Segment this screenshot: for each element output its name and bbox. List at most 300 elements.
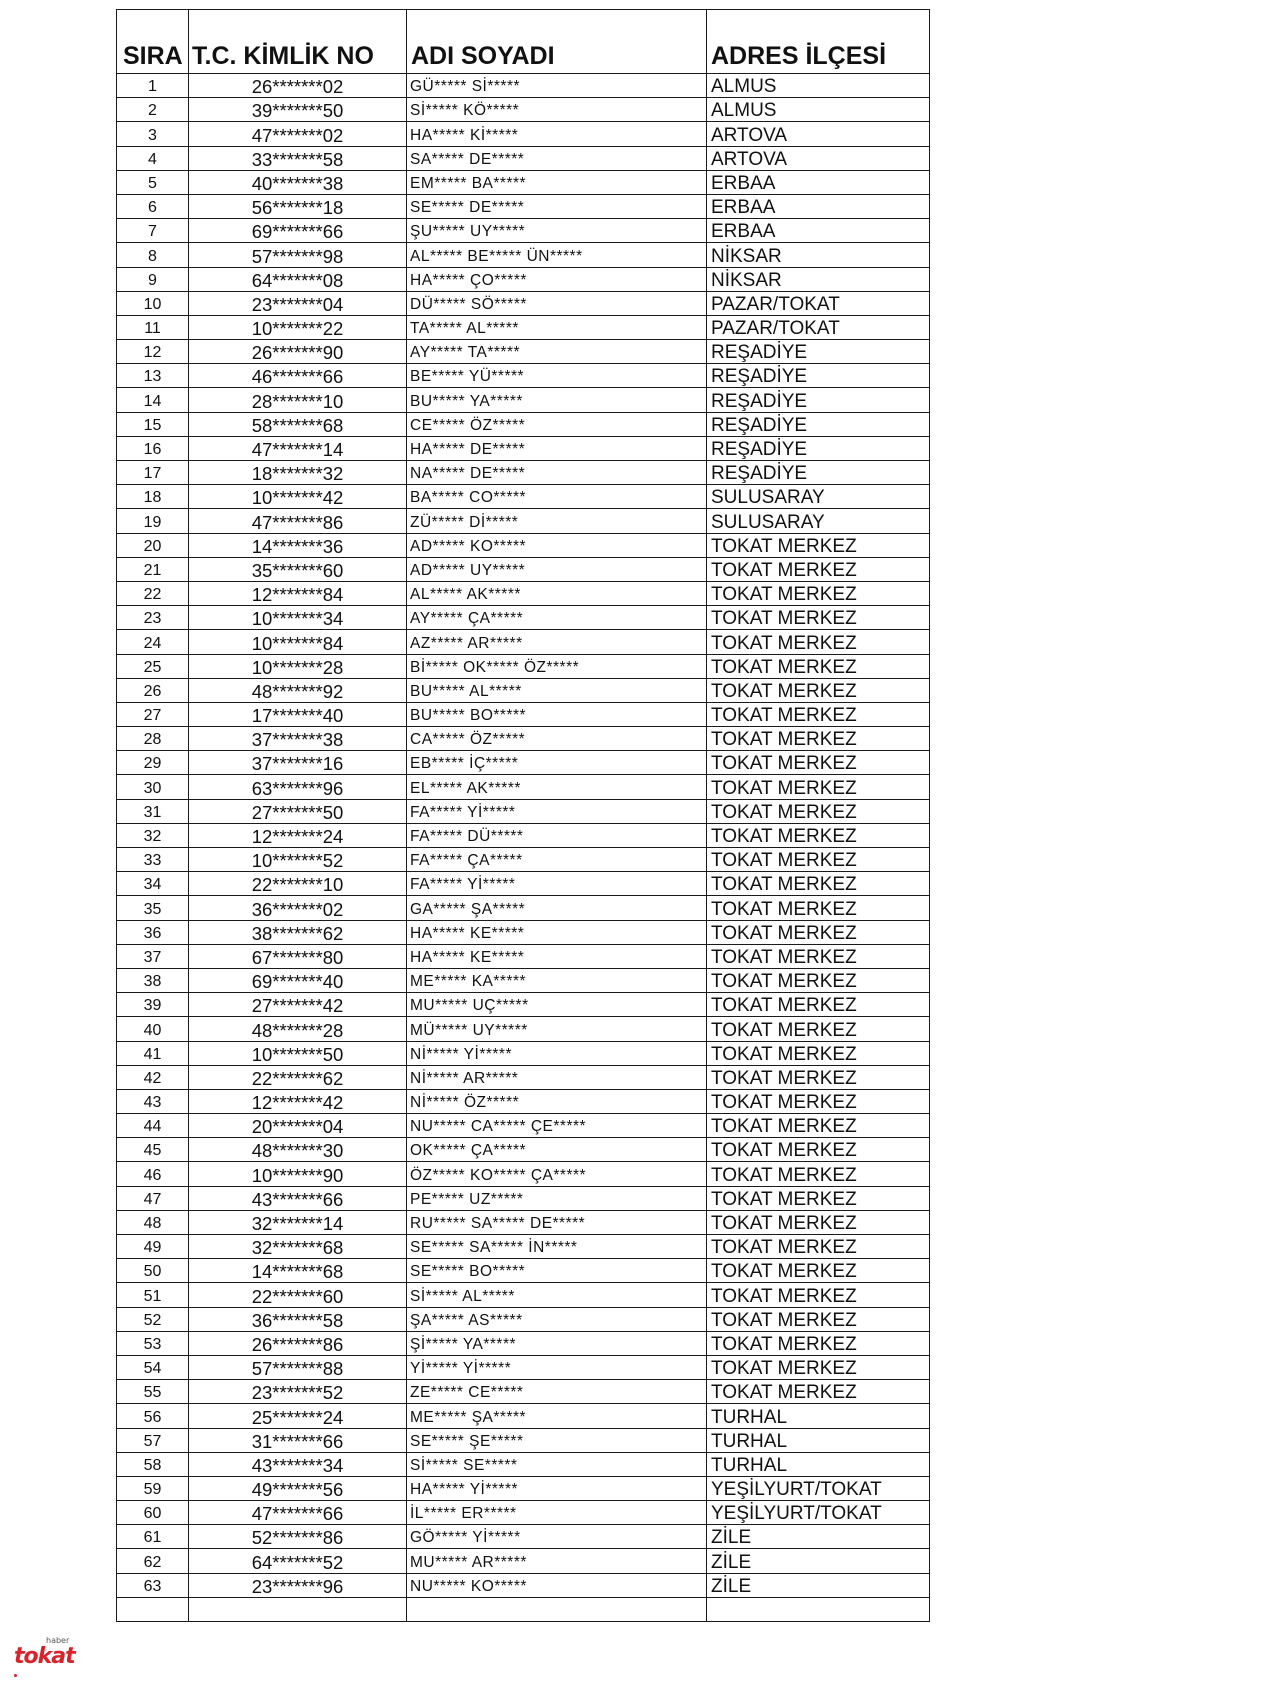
cell-tc-kimlik-no: 37*******38 — [189, 727, 407, 751]
cell-adres-ilcesi: TOKAT MERKEZ — [707, 1307, 930, 1331]
table-row — [117, 315, 930, 339]
table-row — [117, 1235, 930, 1259]
cell-adi-soyadi: HA***** KE***** — [407, 944, 707, 968]
table-row — [117, 1307, 930, 1331]
table-row — [117, 944, 930, 968]
cell-adres-ilcesi: TOKAT MERKEZ — [707, 727, 930, 751]
cell-adres-ilcesi: ERBAA — [707, 219, 930, 243]
cell-sira: 6 — [117, 194, 189, 218]
cell-adi-soyadi: İL***** ER***** — [407, 1501, 707, 1525]
cell-tc-kimlik-no: 12*******84 — [189, 581, 407, 605]
cell-sira: 47 — [117, 1186, 189, 1210]
cell-tc-kimlik-no: 32*******14 — [189, 1210, 407, 1234]
cell-adres-ilcesi: NİKSAR — [707, 243, 930, 267]
beneficiary-table — [116, 9, 930, 1622]
cell-sira: 29 — [117, 751, 189, 775]
cell-sira: 16 — [117, 436, 189, 460]
logo-brand-text: tokat — [14, 1644, 75, 1669]
cell-adi-soyadi: ŞA***** AS***** — [407, 1307, 707, 1331]
table-row — [117, 485, 930, 509]
cell-sira: 10 — [117, 291, 189, 315]
table-row — [117, 1041, 930, 1065]
cell-adi-soyadi: BE***** YÜ***** — [407, 364, 707, 388]
cell-tc-kimlik-no: 10*******52 — [189, 848, 407, 872]
cell-adres-ilcesi: TOKAT MERKEZ — [707, 1114, 930, 1138]
cell-adres-ilcesi: TOKAT MERKEZ — [707, 1138, 930, 1162]
table-row — [117, 1501, 930, 1525]
cell-adi-soyadi: Bİ***** OK***** ÖZ***** — [407, 654, 707, 678]
table-row — [117, 1404, 930, 1428]
cell-adres-ilcesi: TOKAT MERKEZ — [707, 872, 930, 896]
cell-tc-kimlik-no: 57*******88 — [189, 1355, 407, 1379]
table-row — [117, 896, 930, 920]
table-row — [117, 1017, 930, 1041]
cell-sira: 32 — [117, 823, 189, 847]
cell-adres-ilcesi: TOKAT MERKEZ — [707, 581, 930, 605]
cell-adres-ilcesi: ZİLE — [707, 1525, 930, 1549]
cell-sira: 7 — [117, 219, 189, 243]
table-row — [117, 243, 930, 267]
table-row — [117, 267, 930, 291]
cell-adi-soyadi: EL***** AK***** — [407, 775, 707, 799]
cell-tc-kimlik-no: 10*******50 — [189, 1041, 407, 1065]
cell-sira: 11 — [117, 315, 189, 339]
cell-sira: 20 — [117, 533, 189, 557]
cell-adi-soyadi: HA***** Kİ***** — [407, 122, 707, 146]
cell-tc-kimlik-no: 10*******28 — [189, 654, 407, 678]
cell-tc-kimlik-no: 10*******34 — [189, 606, 407, 630]
table-row — [117, 1283, 930, 1307]
cell-tc-kimlik-no: 10*******42 — [189, 485, 407, 509]
cell-adi-soyadi: CE***** ÖZ***** — [407, 412, 707, 436]
cell-sira: 42 — [117, 1065, 189, 1089]
cell-sira: 9 — [117, 267, 189, 291]
cell-sira: 48 — [117, 1210, 189, 1234]
cell-sira: 14 — [117, 388, 189, 412]
cell-sira: 61 — [117, 1525, 189, 1549]
cell-adres-ilcesi: TOKAT MERKEZ — [707, 606, 930, 630]
cell-sira: 26 — [117, 678, 189, 702]
empty-cell — [117, 1597, 189, 1621]
cell-sira: 28 — [117, 727, 189, 751]
cell-tc-kimlik-no: 69*******40 — [189, 968, 407, 992]
logo-dot-icon — [14, 1674, 17, 1677]
cell-adres-ilcesi: TOKAT MERKEZ — [707, 823, 930, 847]
cell-adi-soyadi: PE***** UZ***** — [407, 1186, 707, 1210]
table-row — [117, 557, 930, 581]
cell-adi-soyadi: BU***** BO***** — [407, 702, 707, 726]
cell-adres-ilcesi: ZİLE — [707, 1573, 930, 1597]
cell-adres-ilcesi: TOKAT MERKEZ — [707, 1041, 930, 1065]
cell-adres-ilcesi: REŞADİYE — [707, 436, 930, 460]
cell-sira: 30 — [117, 775, 189, 799]
cell-sira: 8 — [117, 243, 189, 267]
cell-tc-kimlik-no: 36*******58 — [189, 1307, 407, 1331]
cell-adres-ilcesi: PAZAR/TOKAT — [707, 291, 930, 315]
cell-tc-kimlik-no: 26*******90 — [189, 340, 407, 364]
table-row — [117, 799, 930, 823]
table-row — [117, 1476, 930, 1500]
cell-sira: 13 — [117, 364, 189, 388]
cell-sira: 40 — [117, 1017, 189, 1041]
cell-sira: 58 — [117, 1452, 189, 1476]
cell-adres-ilcesi: TOKAT MERKEZ — [707, 1331, 930, 1355]
cell-sira: 35 — [117, 896, 189, 920]
cell-sira: 2 — [117, 98, 189, 122]
cell-tc-kimlik-no: 58*******68 — [189, 412, 407, 436]
cell-adres-ilcesi: TOKAT MERKEZ — [707, 799, 930, 823]
cell-adi-soyadi: RU***** SA***** DE***** — [407, 1210, 707, 1234]
cell-tc-kimlik-no: 64*******52 — [189, 1549, 407, 1573]
cell-tc-kimlik-no: 10*******84 — [189, 630, 407, 654]
cell-adi-soyadi: Nİ***** Yİ***** — [407, 1041, 707, 1065]
cell-adres-ilcesi: REŞADİYE — [707, 412, 930, 436]
cell-adi-soyadi: BU***** YA***** — [407, 388, 707, 412]
cell-tc-kimlik-no: 33*******58 — [189, 146, 407, 170]
cell-tc-kimlik-no: 27*******50 — [189, 799, 407, 823]
cell-adres-ilcesi: TOKAT MERKEZ — [707, 1235, 930, 1259]
cell-adres-ilcesi: TOKAT MERKEZ — [707, 848, 930, 872]
cell-adres-ilcesi: NİKSAR — [707, 267, 930, 291]
cell-adi-soyadi: MU***** AR***** — [407, 1549, 707, 1573]
cell-adres-ilcesi: YEŞİLYURT/TOKAT — [707, 1501, 930, 1525]
cell-tc-kimlik-no: 64*******08 — [189, 267, 407, 291]
cell-tc-kimlik-no: 32*******68 — [189, 1235, 407, 1259]
cell-adi-soyadi: Nİ***** AR***** — [407, 1065, 707, 1089]
table-row — [117, 461, 930, 485]
cell-adi-soyadi: MÜ***** UY***** — [407, 1017, 707, 1041]
table-row — [117, 848, 930, 872]
cell-adi-soyadi: AY***** ÇA***** — [407, 606, 707, 630]
cell-adi-soyadi: EB***** İÇ***** — [407, 751, 707, 775]
table-row — [117, 1162, 930, 1186]
cell-adres-ilcesi: REŞADİYE — [707, 340, 930, 364]
table-row — [117, 993, 930, 1017]
cell-adi-soyadi: BU***** AL***** — [407, 678, 707, 702]
cell-sira: 37 — [117, 944, 189, 968]
cell-adres-ilcesi: TOKAT MERKEZ — [707, 1089, 930, 1113]
cell-adres-ilcesi: SULUSARAY — [707, 509, 930, 533]
cell-adres-ilcesi: REŞADİYE — [707, 461, 930, 485]
cell-sira: 41 — [117, 1041, 189, 1065]
cell-sira: 60 — [117, 1501, 189, 1525]
cell-adi-soyadi: AZ***** AR***** — [407, 630, 707, 654]
table-row — [117, 1380, 930, 1404]
cell-adi-soyadi: NA***** DE***** — [407, 461, 707, 485]
table-row — [117, 751, 930, 775]
cell-tc-kimlik-no: 22*******60 — [189, 1283, 407, 1307]
cell-adres-ilcesi: ZİLE — [707, 1549, 930, 1573]
cell-tc-kimlik-no: 23*******52 — [189, 1380, 407, 1404]
cell-sira: 49 — [117, 1235, 189, 1259]
cell-sira: 3 — [117, 122, 189, 146]
cell-sira: 24 — [117, 630, 189, 654]
empty-cell — [189, 1597, 407, 1621]
cell-adi-soyadi: Şİ***** YA***** — [407, 1331, 707, 1355]
cell-adi-soyadi: HA***** KE***** — [407, 920, 707, 944]
table-row — [117, 98, 930, 122]
cell-adi-soyadi: AY***** TA***** — [407, 340, 707, 364]
cell-tc-kimlik-no: 31*******66 — [189, 1428, 407, 1452]
cell-sira: 22 — [117, 581, 189, 605]
cell-adi-soyadi: ME***** KA***** — [407, 968, 707, 992]
cell-tc-kimlik-no: 18*******32 — [189, 461, 407, 485]
cell-adi-soyadi: HA***** ÇO***** — [407, 267, 707, 291]
cell-tc-kimlik-no: 63*******96 — [189, 775, 407, 799]
cell-adi-soyadi: SE***** DE***** — [407, 194, 707, 218]
cell-tc-kimlik-no: 47*******02 — [189, 122, 407, 146]
cell-tc-kimlik-no: 43*******34 — [189, 1452, 407, 1476]
cell-adres-ilcesi: TOKAT MERKEZ — [707, 557, 930, 581]
cell-tc-kimlik-no: 26*******86 — [189, 1331, 407, 1355]
cell-sira: 54 — [117, 1355, 189, 1379]
cell-tc-kimlik-no: 57*******98 — [189, 243, 407, 267]
cell-adres-ilcesi: TOKAT MERKEZ — [707, 1355, 930, 1379]
cell-tc-kimlik-no: 67*******80 — [189, 944, 407, 968]
cell-sira: 19 — [117, 509, 189, 533]
cell-adres-ilcesi: TOKAT MERKEZ — [707, 920, 930, 944]
cell-adres-ilcesi: TOKAT MERKEZ — [707, 1283, 930, 1307]
cell-tc-kimlik-no: 25*******24 — [189, 1404, 407, 1428]
cell-adi-soyadi: AL***** AK***** — [407, 581, 707, 605]
table-row — [117, 1525, 930, 1549]
cell-tc-kimlik-no: 47*******66 — [189, 1501, 407, 1525]
header-adi-soyadi: ADI SOYADI — [407, 10, 707, 74]
cell-sira: 5 — [117, 170, 189, 194]
cell-sira: 34 — [117, 872, 189, 896]
cell-tc-kimlik-no: 56*******18 — [189, 194, 407, 218]
cell-tc-kimlik-no: 48*******92 — [189, 678, 407, 702]
table-row — [117, 1259, 930, 1283]
empty-cell — [707, 1597, 930, 1621]
table-empty-row — [117, 1597, 930, 1621]
header-adres-ilcesi: ADRES İLÇESİ — [707, 10, 930, 74]
table-row — [117, 678, 930, 702]
cell-tc-kimlik-no: 26*******02 — [189, 74, 407, 98]
table-row — [117, 1114, 930, 1138]
cell-adi-soyadi: ZÜ***** Dİ***** — [407, 509, 707, 533]
table-row — [117, 1428, 930, 1452]
table-row — [117, 1065, 930, 1089]
cell-tc-kimlik-no: 47*******86 — [189, 509, 407, 533]
table-row — [117, 364, 930, 388]
cell-adres-ilcesi: PAZAR/TOKAT — [707, 315, 930, 339]
table-row — [117, 122, 930, 146]
table-row — [117, 702, 930, 726]
cell-sira: 43 — [117, 1089, 189, 1113]
cell-adres-ilcesi: TOKAT MERKEZ — [707, 630, 930, 654]
cell-tc-kimlik-no: 47*******14 — [189, 436, 407, 460]
cell-sira: 59 — [117, 1476, 189, 1500]
cell-adres-ilcesi: TOKAT MERKEZ — [707, 702, 930, 726]
cell-sira: 63 — [117, 1573, 189, 1597]
table-row — [117, 412, 930, 436]
cell-sira: 18 — [117, 485, 189, 509]
cell-adres-ilcesi: REŞADİYE — [707, 364, 930, 388]
table-row — [117, 436, 930, 460]
empty-cell — [407, 1597, 707, 1621]
table-body — [117, 74, 930, 1622]
cell-sira: 45 — [117, 1138, 189, 1162]
table-row — [117, 1452, 930, 1476]
cell-adi-soyadi: FA***** Yİ***** — [407, 799, 707, 823]
cell-adi-soyadi: HA***** Yİ***** — [407, 1476, 707, 1500]
cell-adi-soyadi: DÜ***** SÖ***** — [407, 291, 707, 315]
cell-tc-kimlik-no: 43*******66 — [189, 1186, 407, 1210]
cell-sira: 55 — [117, 1380, 189, 1404]
cell-adi-soyadi: HA***** DE***** — [407, 436, 707, 460]
cell-sira: 46 — [117, 1162, 189, 1186]
cell-adi-soyadi: Sİ***** SE***** — [407, 1452, 707, 1476]
cell-adi-soyadi: AD***** KO***** — [407, 533, 707, 557]
cell-adres-ilcesi: TOKAT MERKEZ — [707, 1380, 930, 1404]
cell-adres-ilcesi: TOKAT MERKEZ — [707, 896, 930, 920]
cell-adres-ilcesi: TOKAT MERKEZ — [707, 1259, 930, 1283]
cell-adi-soyadi: SE***** BO***** — [407, 1259, 707, 1283]
cell-tc-kimlik-no: 17*******40 — [189, 702, 407, 726]
cell-adres-ilcesi: TOKAT MERKEZ — [707, 944, 930, 968]
cell-adres-ilcesi: TOKAT MERKEZ — [707, 654, 930, 678]
cell-sira: 53 — [117, 1331, 189, 1355]
table-row — [117, 775, 930, 799]
cell-adres-ilcesi: ERBAA — [707, 194, 930, 218]
cell-adres-ilcesi: ALMUS — [707, 98, 930, 122]
table-row — [117, 727, 930, 751]
cell-adi-soyadi: Sİ***** KÖ***** — [407, 98, 707, 122]
cell-tc-kimlik-no: 14*******36 — [189, 533, 407, 557]
table-row — [117, 968, 930, 992]
cell-adres-ilcesi: TOKAT MERKEZ — [707, 1210, 930, 1234]
cell-sira: 44 — [117, 1114, 189, 1138]
cell-adi-soyadi: OK***** ÇA***** — [407, 1138, 707, 1162]
cell-sira: 51 — [117, 1283, 189, 1307]
cell-sira: 57 — [117, 1428, 189, 1452]
cell-sira: 33 — [117, 848, 189, 872]
table-row — [117, 654, 930, 678]
table-row — [117, 581, 930, 605]
cell-tc-kimlik-no: 10*******90 — [189, 1162, 407, 1186]
cell-adi-soyadi: ZE***** CE***** — [407, 1380, 707, 1404]
cell-sira: 25 — [117, 654, 189, 678]
cell-tc-kimlik-no: 12*******42 — [189, 1089, 407, 1113]
cell-adres-ilcesi: TURHAL — [707, 1452, 930, 1476]
cell-tc-kimlik-no: 36*******02 — [189, 896, 407, 920]
cell-adres-ilcesi: TOKAT MERKEZ — [707, 1186, 930, 1210]
cell-adi-soyadi: BA***** CO***** — [407, 485, 707, 509]
cell-adres-ilcesi: TOKAT MERKEZ — [707, 1162, 930, 1186]
cell-adres-ilcesi: YEŞİLYURT/TOKAT — [707, 1476, 930, 1500]
cell-tc-kimlik-no: 39*******50 — [189, 98, 407, 122]
cell-adres-ilcesi: TOKAT MERKEZ — [707, 775, 930, 799]
cell-sira: 36 — [117, 920, 189, 944]
table-row — [117, 74, 930, 98]
cell-sira: 38 — [117, 968, 189, 992]
cell-tc-kimlik-no: 22*******62 — [189, 1065, 407, 1089]
cell-adres-ilcesi: TURHAL — [707, 1404, 930, 1428]
table-row — [117, 533, 930, 557]
cell-adi-soyadi: Nİ***** ÖZ***** — [407, 1089, 707, 1113]
cell-sira: 12 — [117, 340, 189, 364]
cell-tc-kimlik-no: 14*******68 — [189, 1259, 407, 1283]
header-sira: SIRA — [117, 10, 189, 74]
table-row — [117, 1089, 930, 1113]
table-row — [117, 1331, 930, 1355]
cell-adi-soyadi: ÖZ***** KO***** ÇA***** — [407, 1162, 707, 1186]
cell-adi-soyadi: SA***** DE***** — [407, 146, 707, 170]
cell-tc-kimlik-no: 46*******66 — [189, 364, 407, 388]
cell-adres-ilcesi: TOKAT MERKEZ — [707, 678, 930, 702]
cell-adres-ilcesi: ARTOVA — [707, 122, 930, 146]
cell-adres-ilcesi: TOKAT MERKEZ — [707, 1065, 930, 1089]
cell-adres-ilcesi: ARTOVA — [707, 146, 930, 170]
cell-adi-soyadi: AD***** UY***** — [407, 557, 707, 581]
cell-adi-soyadi: MU***** UÇ***** — [407, 993, 707, 1017]
cell-adi-soyadi: ŞU***** UY***** — [407, 219, 707, 243]
table-row — [117, 146, 930, 170]
cell-tc-kimlik-no: 48*******28 — [189, 1017, 407, 1041]
table-row — [117, 194, 930, 218]
cell-adres-ilcesi: TOKAT MERKEZ — [707, 993, 930, 1017]
cell-adi-soyadi: NU***** KO***** — [407, 1573, 707, 1597]
cell-adres-ilcesi: ALMUS — [707, 74, 930, 98]
cell-tc-kimlik-no: 40*******38 — [189, 170, 407, 194]
cell-adres-ilcesi: TOKAT MERKEZ — [707, 968, 930, 992]
logo-small-text: haber — [46, 1636, 70, 1645]
cell-tc-kimlik-no: 38*******62 — [189, 920, 407, 944]
cell-adi-soyadi: CA***** ÖZ***** — [407, 727, 707, 751]
table-row — [117, 823, 930, 847]
cell-sira: 15 — [117, 412, 189, 436]
table-row — [117, 170, 930, 194]
cell-tc-kimlik-no: 49*******56 — [189, 1476, 407, 1500]
cell-sira: 62 — [117, 1549, 189, 1573]
cell-adi-soyadi: FA***** Yİ***** — [407, 872, 707, 896]
cell-sira: 52 — [117, 1307, 189, 1331]
tokat-haber-logo — [12, 1634, 82, 1674]
table-row — [117, 509, 930, 533]
cell-tc-kimlik-no: 28*******10 — [189, 388, 407, 412]
cell-tc-kimlik-no: 27*******42 — [189, 993, 407, 1017]
cell-sira: 17 — [117, 461, 189, 485]
table-row — [117, 872, 930, 896]
table-row — [117, 920, 930, 944]
cell-adi-soyadi: GÖ***** Yİ***** — [407, 1525, 707, 1549]
cell-tc-kimlik-no: 10*******22 — [189, 315, 407, 339]
cell-tc-kimlik-no: 37*******16 — [189, 751, 407, 775]
cell-adi-soyadi: NU***** CA***** ÇE***** — [407, 1114, 707, 1138]
cell-sira: 50 — [117, 1259, 189, 1283]
cell-adres-ilcesi: TOKAT MERKEZ — [707, 1017, 930, 1041]
table-row — [117, 340, 930, 364]
table-row — [117, 1210, 930, 1234]
cell-sira: 21 — [117, 557, 189, 581]
cell-sira: 56 — [117, 1404, 189, 1428]
table-row — [117, 630, 930, 654]
cell-adi-soyadi: TA***** AL***** — [407, 315, 707, 339]
cell-adi-soyadi: FA***** ÇA***** — [407, 848, 707, 872]
table-row — [117, 388, 930, 412]
cell-adi-soyadi: FA***** DÜ***** — [407, 823, 707, 847]
cell-adres-ilcesi: TOKAT MERKEZ — [707, 533, 930, 557]
cell-tc-kimlik-no: 20*******04 — [189, 1114, 407, 1138]
cell-adi-soyadi: GA***** ŞA***** — [407, 896, 707, 920]
cell-adi-soyadi: EM***** BA***** — [407, 170, 707, 194]
table-row — [117, 1549, 930, 1573]
cell-adres-ilcesi: REŞADİYE — [707, 388, 930, 412]
cell-sira: 4 — [117, 146, 189, 170]
table-row — [117, 1573, 930, 1597]
cell-adi-soyadi: ME***** ŞA***** — [407, 1404, 707, 1428]
